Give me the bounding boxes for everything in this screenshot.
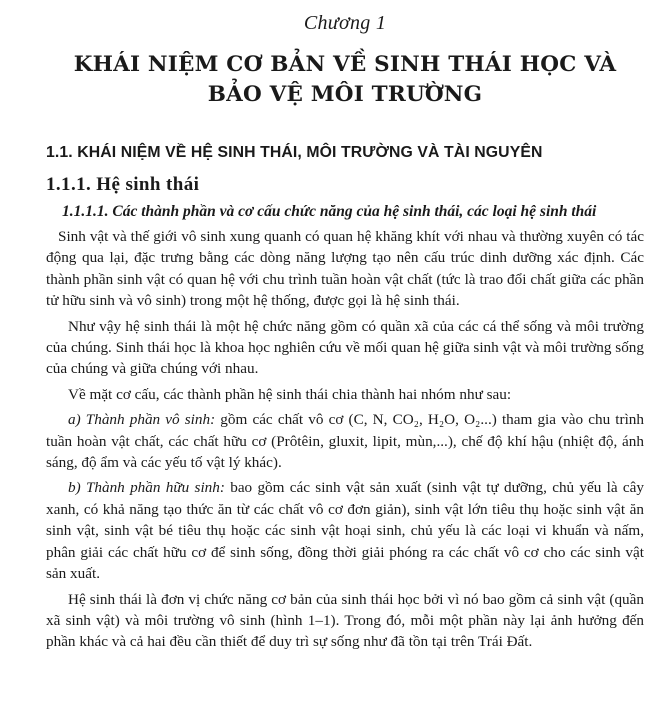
paragraph-4 — [46, 409, 644, 473]
subsection-heading: 1.1.1. Hệ sinh thái — [46, 174, 200, 195]
paragraph-1: Sinh vật và thế giới vô sinh xung quanh có quan hệ khăng khít với nhau và thường xuyên có tác động qua lại, đặc trưng bằng các dòng năng lượng tạo nên cấu trúc dinh dưỡng xác định. Các thành phần sinh vật có quan hệ với chu trình tuần hoàn vật chất (tức là trao đổi chất giữa các phần tử hữu sinh và vô sinh) trong một hệ thống, được gọi là hệ sinh thái. — [46, 228, 644, 310]
section-heading: 1.1. KHÁI NIỆM VỀ HỆ SINH THÁI, MÔI TRƯỜNG VÀ TÀI NGUYÊN — [46, 144, 543, 161]
paragraph-2: Như vậy hệ sinh thái là một hệ chức năng gồm có quần xã của các cá thể sống và môi trường của chúng. Sinh thái học là khoa học nghiên cứu về mối quan hệ giữa sinh vật và môi trường sống của chúng và giữa chúng với nhau. — [46, 317, 644, 378]
subsubsection-heading — [62, 202, 644, 222]
chapter-title-line-1: KHÁI NIỆM CƠ BẢN VỀ SINH THÁI HỌC VÀ — [73, 52, 617, 77]
paragraph-3: Về mặt cơ cấu, các thành phần hệ sinh thái chia thành hai nhóm như sau: — [68, 385, 512, 403]
subsubsection-heading-text: 1.1.1.1. Các thành phần và cơ cấu chức năng của hệ sinh thái, các loại hệ sinh thái — [62, 203, 597, 220]
chapter-title-line-2: BẢO VỆ MÔI TRƯỜNG — [207, 82, 483, 107]
paragraph-6: Hệ sinh thái là đơn vị chức năng cơ bản của sinh thái học bởi vì nó bao gồm cả sinh vật (quần xã sinh vật) và môi trường vô sinh (hình 1–1). Trong đó, mỗi một phần này lại ảnh hưởng đến phần khác và cả hai đều cần thiết để duy trì sự sống như đã tồn tại trên Trái Đất. — [46, 590, 644, 651]
chapter-label: Chương 1 — [303, 12, 387, 34]
paragraph-4-body: gồm các chất vô cơ (C, N, CO₂, H₂O, O₂...) tham gia vào chu trình tuần hoàn vật chất, các chất hữu cơ (Prôtêin, gluxit, lipit, mùn,...), chế độ khí hậu (nhiệt độ, ánh sáng, độ ẩm và các yếu tố vật lý khác). — [46, 411, 644, 472]
paragraph-5-body: bao gồm các sinh vật sản xuất (sinh vật tự dưỡng, chủ yếu là cây xanh, có khả năng tạo thức ăn từ các chất vô cơ đơn giản), sinh vật lớn tiêu thụ hoặc sinh vật ăn sinh vật, sinh vật bé tiêu thụ hoặc các sinh vật hoại sinh, chủ yếu là các loại vi khuẩn và nấm, phân giải các chất hữu cơ để sinh sống, đồng thời giải phóng ra các chất vô cơ cho các sinh vật sản xuất. — [46, 479, 645, 583]
chapter-title — [46, 50, 644, 110]
paragraph-4-lead: a) Thành phần vô sinh: — [68, 411, 216, 429]
paragraph-5 — [46, 477, 644, 584]
paragraph-5-lead: b) Thành phần hữu sinh: — [68, 479, 225, 497]
